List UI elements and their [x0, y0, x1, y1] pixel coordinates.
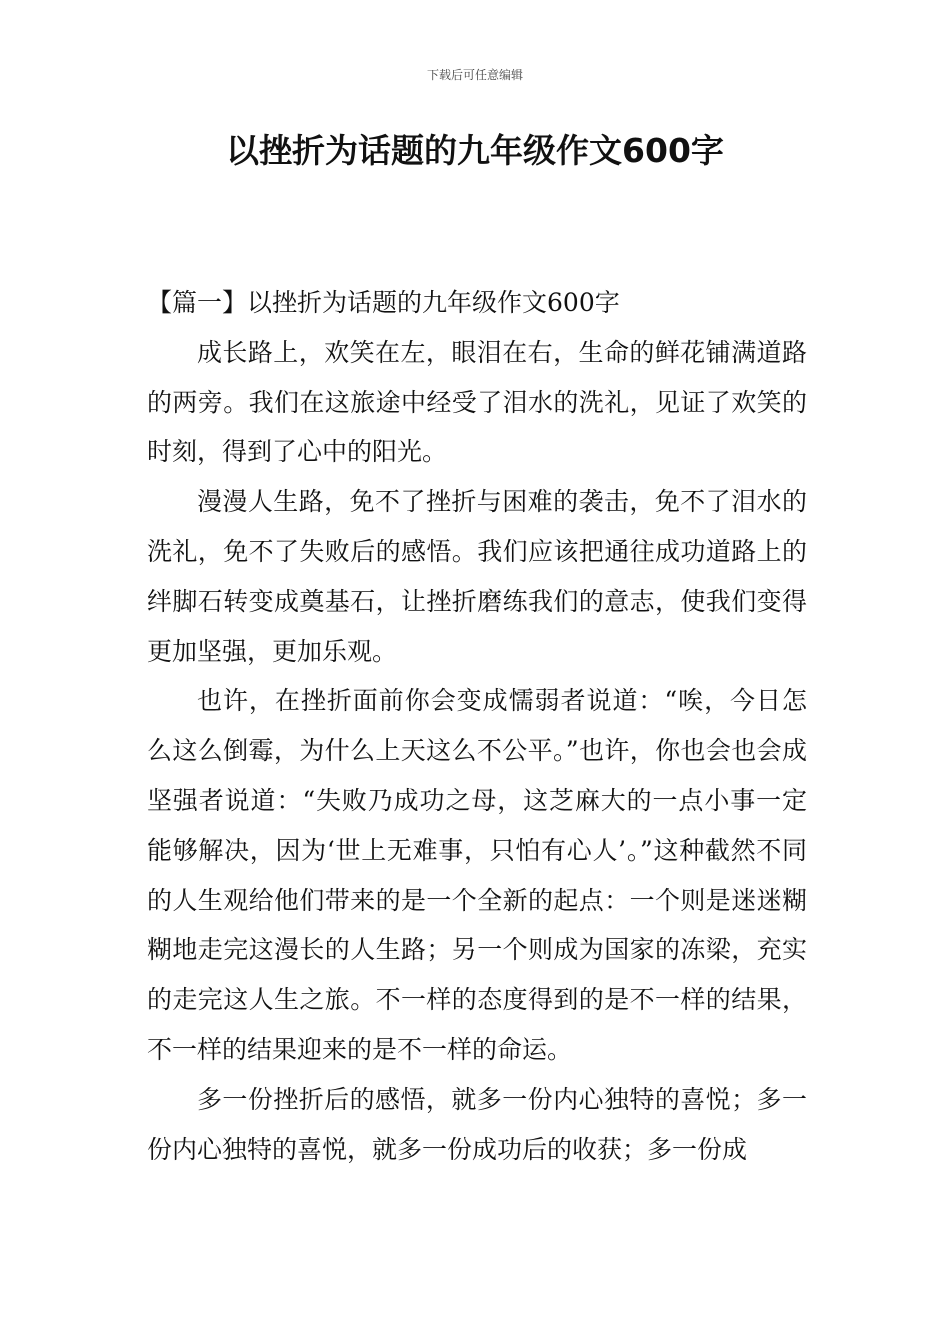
paragraph-3: 也许，在挫折面前你会变成懦弱者说道：“唉，今日怎么这么倒霉，为什么上天这么不公平。”也许，你也会也会成坚强者说道：“失败乃成功之母，这芝麻大的一点小事一定能够解决，因为‘世上无难事，只怕有心人’。”这种截然不同的人生观给他们带来的是一个全新的起点：一个则是迷迷糊糊地走完这漫长的人生路；另一个则成为国家的冻梁，充实的走完这人生之旅。不一样的态度得到的是不一样的结果，不一样的结果迎来的是不一样的命运。: [147, 686, 807, 1064]
document-body: [147, 278, 807, 1174]
paragraph-4: 多一份挫折后的感悟，就多一份内心独特的喜悦；多一份内心独特的喜悦，就多一份成功后的收获；多一份成: [147, 1084, 807, 1164]
paragraph-2: 漫漫人生路，免不了挫折与困难的袭击，免不了泪水的洗礼，免不了失败后的感悟。我们应该把通往成功道路上的绊脚石转变成奠基石，让挫折磨练我们的意志，使我们变得更加坚强，更加乐观。: [147, 487, 807, 666]
header-note: 下载后可任意编辑: [426, 68, 523, 82]
document-title: 以挫折为话题的九年级作文600字: [226, 131, 724, 170]
paragraph-1: 成长路上，欢笑在左，眼泪在右，生命的鲜花铺满道路的两旁。我们在这旅途中经受了泪水的洗礼，见证了欢笑的时刻，得到了心中的阳光。: [147, 337, 807, 467]
section-heading: 【篇一】以挫折为话题的九年级作文600字: [147, 288, 620, 317]
